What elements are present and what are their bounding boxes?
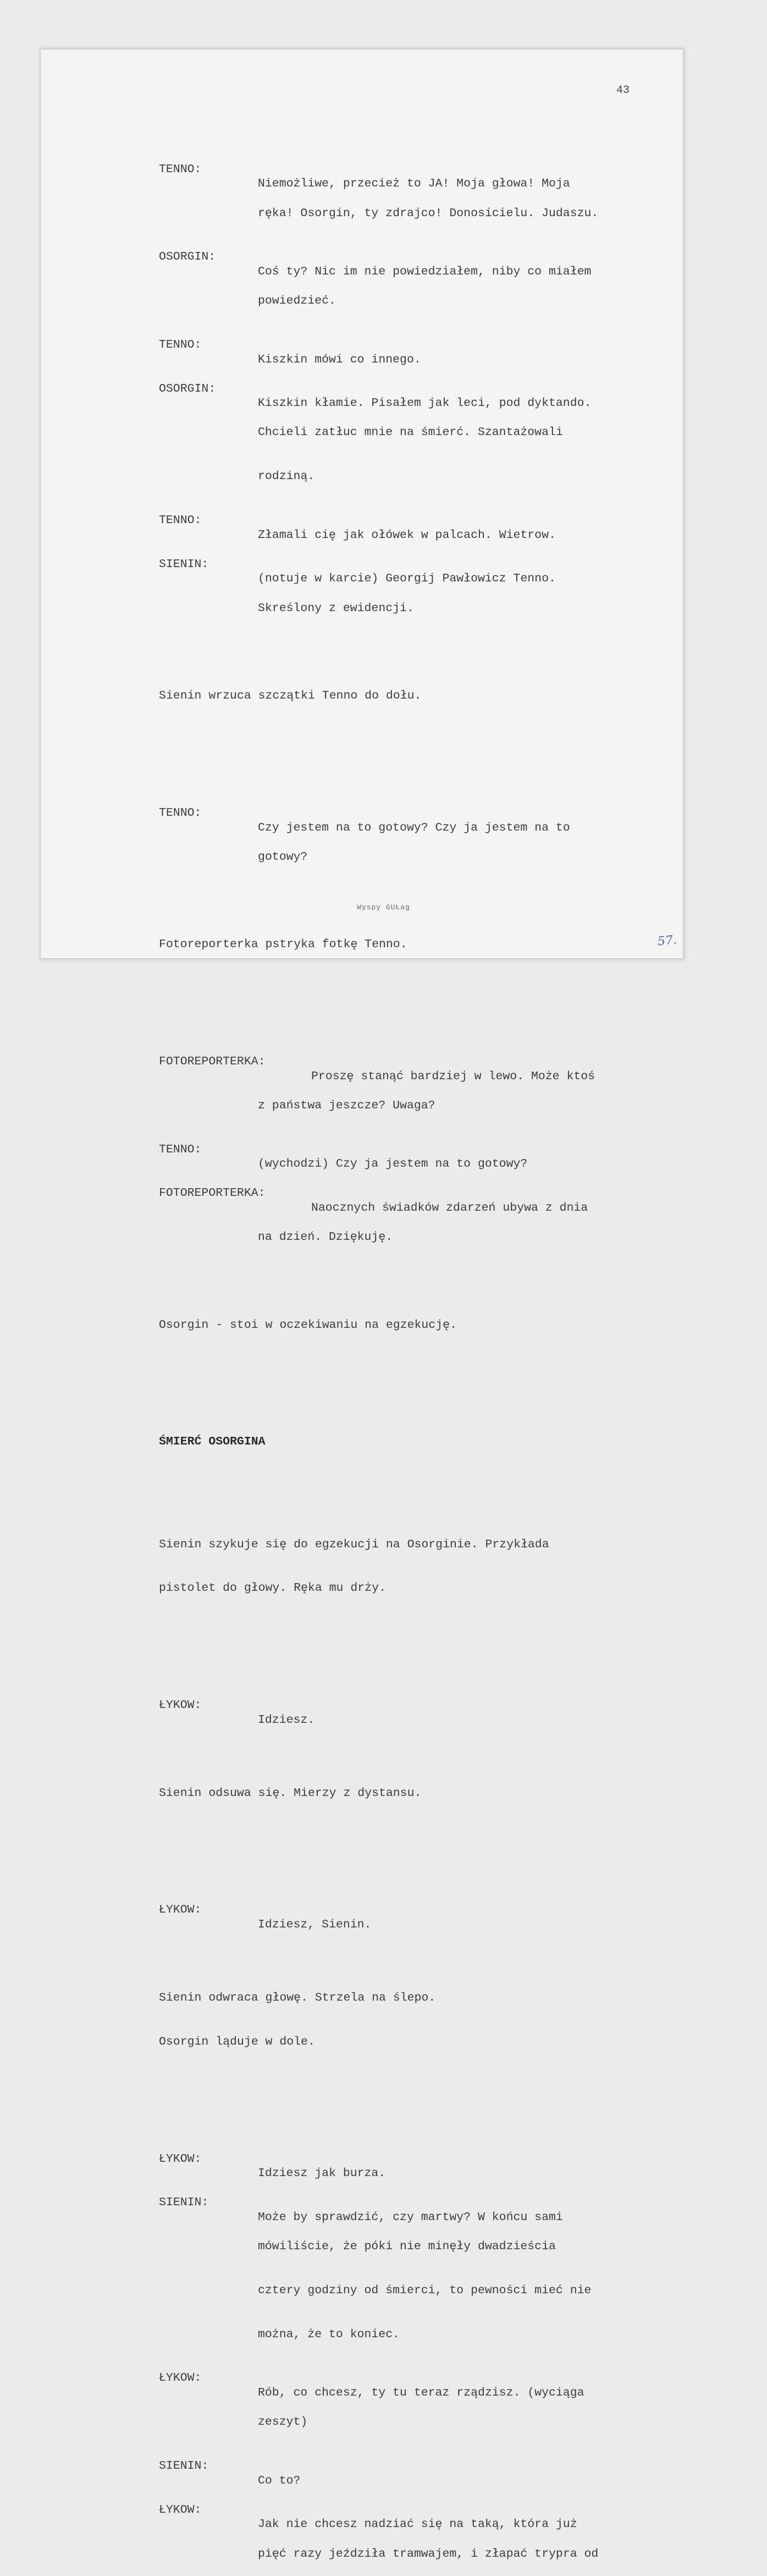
speaker-name: TENNO: — [159, 162, 202, 176]
script-body — [159, 118, 643, 2561]
dialogue-text: rodziną. — [258, 470, 315, 484]
dialogue-text: można, że to koniec. — [258, 2327, 400, 2341]
dialogue-line — [159, 323, 643, 366]
dialogue-line — [159, 147, 643, 191]
speaker-name: ŁYKOW: — [159, 2503, 202, 2517]
stage-direction: Sienin szykuje się do egzekucji na Osorginie. Przykłada — [159, 1537, 549, 1551]
dialogue-line — [159, 2225, 643, 2254]
dialogue-line — [159, 279, 643, 308]
dialogue-text: Kiszkin kłamie. Pisałem jak leci, pod dyktando. — [258, 397, 592, 410]
dialogue-line — [159, 2444, 643, 2487]
page-number: 43 — [616, 84, 630, 97]
dialogue-text: Idziesz, Sienin. — [258, 1918, 372, 1932]
stage-direction: Sienin odwraca głowę. Strzela na ślepo. — [159, 1991, 436, 2004]
dialogue-text: mówiliście, że póki nie minęły dwadzieścia — [258, 2240, 556, 2254]
spacer — [159, 1361, 643, 1391]
speaker-name: FOTOREPORTERKA: — [159, 1187, 266, 1200]
dialogue-line — [159, 1172, 643, 1215]
dialogue-line — [159, 2401, 643, 2429]
dialogue-text: Może by sprawdzić, czy martwy? W końcu sami — [258, 2210, 563, 2224]
speaker-name: OSORGIN: — [159, 382, 216, 396]
dialogue-text: powiedzieć. — [258, 294, 336, 308]
dialogue-text: Chcieli zatłuc mnie na śmierć. Szantażowali — [258, 426, 563, 440]
spacer — [159, 2079, 643, 2094]
dialogue-line — [159, 235, 643, 278]
dialogue-line — [159, 1084, 643, 1112]
dialogue-text: Coś ty? Nic im nie powiedziałem, niby co miałem — [258, 265, 592, 278]
dialogue-line — [159, 2357, 643, 2400]
dialogue-line — [159, 2269, 643, 2297]
dialogue-text: zeszyt) — [258, 2415, 308, 2429]
speaker-name: TENNO: — [159, 1143, 202, 1156]
spacer — [159, 733, 643, 748]
dialogue-line — [159, 498, 643, 542]
dialogue-line — [159, 1888, 643, 1932]
speaker-name: ŁYKOW: — [159, 2371, 202, 2385]
speaker-name: SIENIN: — [159, 2196, 209, 2210]
speaker-name: OSORGIN: — [159, 250, 216, 264]
dialogue-text: Niemożliwe, przecież to JA! Moja głowa! Moja — [258, 177, 570, 191]
spacer — [159, 1830, 643, 1844]
dialogue-text: (wychodzi) Czy ja jestem na to gotowy? — [258, 1157, 528, 1171]
dialogue-text: gotowy? — [258, 850, 308, 864]
speaker-name: TENNO: — [159, 806, 202, 820]
speaker-name: TENNO: — [159, 338, 202, 351]
page-footer: Wyspy GUŁag — [357, 903, 410, 911]
dialogue-line — [159, 1128, 643, 1171]
spacer — [159, 1274, 643, 1289]
scene-heading: ŚMIERĆ OSORGINA — [159, 1435, 266, 1449]
dialogue-text: pięć razy jeździła tramwajem, i złapać trypra od — [258, 2547, 599, 2561]
dialogue-line — [159, 586, 643, 615]
dialogue-text: Jak nie chcesz nadziać się na taką, która już — [258, 2518, 577, 2531]
dialogue-text: Złamali cię jak ołówek w palcach. Wietrow. — [258, 528, 556, 542]
speaker-name: FOTOREPORTERKA: — [159, 1055, 266, 1068]
dialogue-line — [159, 1216, 643, 1244]
stage-direction: Sienin wrzuca szczątki Tenno do dołu. — [159, 689, 422, 703]
stage-direction: Osorgin - stoi w oczekiwaniu na egzekucję. — [159, 1318, 457, 1332]
dialogue-text: na dzień. Dziękuję. — [258, 1231, 393, 1244]
dialogue-line — [159, 2137, 643, 2180]
dialogue-line — [159, 367, 643, 410]
speaker-name: ŁYKOW: — [159, 1699, 202, 1712]
spacer — [159, 1625, 643, 1640]
dialogue-text: Naocznych świadków zdarzeń ubywa z dnia — [311, 1201, 588, 1215]
dialogue-line — [159, 2532, 643, 2561]
speaker-name: TENNO: — [159, 514, 202, 528]
dialogue-text: z państwa jeszcze? Uwaga? — [258, 1098, 435, 1112]
dialogue-line — [159, 191, 643, 220]
dialogue-line — [159, 1684, 643, 1727]
dialogue-line — [159, 2181, 643, 2224]
speaker-name: ŁYKOW: — [159, 2152, 202, 2166]
spacer — [159, 1932, 643, 1947]
dialogue-line — [159, 411, 643, 440]
dialogue-line — [159, 455, 643, 484]
stage-direction: Fotoreporterka pstryka fotkę Tenno. — [159, 938, 407, 952]
spacer — [159, 1479, 643, 1493]
speaker-name: SIENIN: — [159, 2459, 209, 2473]
dialogue-text: Rób, co chcesz, ty tu teraz rządzisz. (wyciąga — [258, 2386, 584, 2400]
dialogue-text: Kiszkin mówi co innego. — [258, 353, 421, 366]
stage-direction: Osorgin ląduje w dole. — [159, 2035, 315, 2048]
dialogue-line — [159, 791, 643, 834]
dialogue-text: Idziesz. — [258, 1713, 315, 1727]
dialogue-line — [159, 1040, 643, 1083]
dialogue-text: Proszę stanąć bardziej w lewo. Może ktoś — [311, 1069, 595, 1083]
spacer — [159, 1727, 643, 1742]
stage-direction: Sienin odsuwa się. Mierzy z dystansu. — [159, 1786, 422, 1800]
speaker-name: SIENIN: — [159, 557, 209, 571]
speaker-name: ŁYKOW: — [159, 1903, 202, 1917]
dialogue-text: (notuje w karcie) Georgij Pawłowicz Tenno. — [258, 572, 556, 586]
dialogue-line — [159, 542, 643, 586]
dialogue-text: Skreślony z ewidencji. — [258, 601, 414, 615]
handwritten-page-number: 57. — [656, 933, 678, 949]
dialogue-text: Czy jestem na to gotowy? Czy ja jestem na to — [258, 821, 570, 834]
spacer — [159, 981, 643, 996]
dialogue-text: Idziesz jak burza. — [258, 2167, 386, 2180]
dialogue-text: ręka! Osorgin, ty zdrajco! Donosicielu. Judaszu. — [258, 206, 599, 220]
dialogue-text: Co to? — [258, 2474, 301, 2487]
spacer — [159, 645, 643, 660]
stage-direction: pistolet do głowy. Ręka mu drży. — [159, 1581, 386, 1595]
dialogue-line — [159, 2313, 643, 2341]
dialogue-line — [159, 835, 643, 864]
dialogue-text: cztery godziny od śmierci, to pewności mieć nie — [258, 2283, 592, 2297]
dialogue-line — [159, 2488, 643, 2531]
